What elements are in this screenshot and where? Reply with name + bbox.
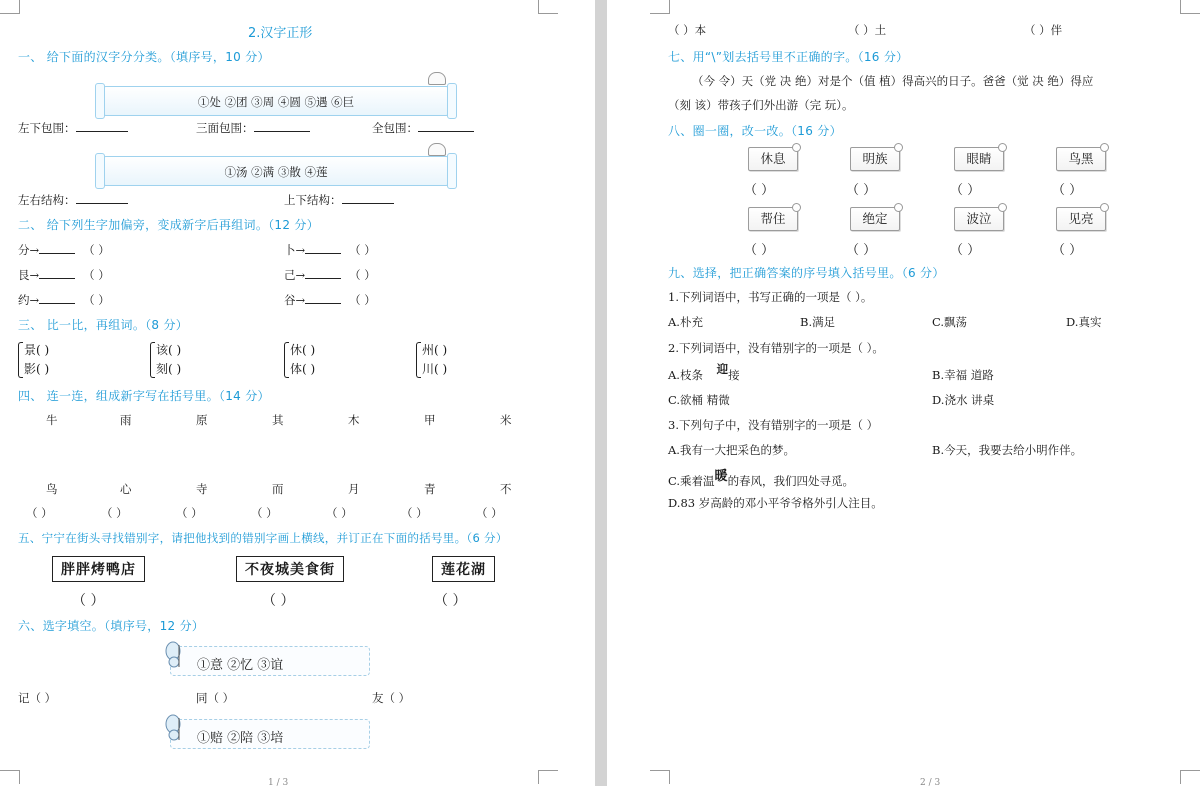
option-c[interactable] [668, 470, 854, 489]
choice-box-1-chars: ①意 ②忆 ③谊 [197, 658, 284, 673]
crop-mark [538, 770, 558, 784]
word-choice-box-1 [170, 646, 370, 676]
answer-line[interactable] [254, 131, 310, 132]
answer-paren[interactable]: （ ） [176, 506, 203, 520]
butterfly-icon [165, 641, 189, 669]
fill-blank[interactable]: 记（ ） [18, 691, 57, 705]
option-c[interactable]: C.飘荡 [932, 315, 968, 329]
radical-char: 约→ [18, 293, 40, 307]
option-d[interactable]: D.浇水 讲桌 [932, 393, 995, 407]
answer-paren[interactable]: （ ） [349, 268, 376, 282]
street-sign[interactable]: 不夜城美食街 [236, 556, 344, 582]
snail-icon [428, 143, 446, 156]
radical-item [284, 292, 376, 308]
option-a[interactable]: A.我有一大把采色的梦。 [668, 443, 795, 457]
page-footer: 1 / 3 [268, 778, 289, 786]
connect-bottom-char[interactable]: 不 [500, 482, 512, 496]
word-tag-text: 休息 [760, 151, 786, 166]
compare-group [18, 341, 49, 379]
word-tag[interactable] [954, 147, 1004, 171]
word-tag-text: 鸟黑 [1068, 151, 1094, 166]
section-6-heading [18, 617, 204, 634]
answer-line[interactable] [418, 131, 474, 132]
option-raised-char: 暖 [714, 469, 728, 484]
option-text: 的春风，我们四处寻觅。 [727, 474, 855, 488]
label-text: 全包围： [372, 121, 418, 135]
word-tag-text: 波泣 [966, 211, 992, 226]
answer-line[interactable] [305, 278, 341, 279]
connect-top-char[interactable]: 牛 [46, 413, 58, 427]
word-tag[interactable] [1056, 207, 1106, 231]
answer-line[interactable] [76, 131, 128, 132]
butterfly-icon [165, 714, 189, 742]
compare-group [416, 341, 447, 379]
street-sign[interactable]: 莲花湖 [432, 556, 495, 582]
answer-paren[interactable]: （ ） [434, 593, 467, 609]
scroll-2-chars: ①汤 ②满 ③散 ④莲 [224, 165, 328, 179]
page-1 [0, 0, 560, 786]
answer-line[interactable] [76, 203, 128, 204]
label-left-bottom [18, 120, 128, 136]
answer-paren[interactable]: （ ） [349, 243, 376, 257]
strike-sentence-line-1[interactable]: （今 令）天（党 决 绝）对是个（值 植）得高兴的日子。爸爸（觉 决 绝）得应 [692, 74, 1094, 88]
option-a[interactable]: A.朴充 [668, 315, 703, 329]
answer-paren[interactable]: （ ） [950, 243, 981, 258]
radical-char: 卜→ [284, 243, 306, 257]
connect-top-char[interactable]: 雨 [120, 413, 132, 427]
connect-top-char[interactable]: 原 [196, 413, 208, 427]
word-tag-text: 眼睛 [966, 151, 992, 166]
section-5-heading: 五、宁宁在街头寻找错别字，请把他找到的错别字画上横线，并订正在下面的括号里。（6 分） [18, 531, 508, 545]
connect-bottom-char[interactable]: 而 [272, 482, 284, 496]
scroll-curl [894, 143, 903, 152]
answer-paren[interactable]: （ ） [349, 293, 376, 307]
crop-mark [650, 770, 670, 784]
page-2 [610, 0, 1201, 786]
answer-line[interactable] [342, 203, 394, 204]
compare-top[interactable]: 州( ) [422, 343, 448, 357]
connect-top-char[interactable]: 木 [348, 413, 360, 427]
radical-item [18, 292, 110, 308]
fill-blank[interactable]: （ ）伴 [1024, 23, 1063, 37]
answer-paren[interactable]: （ ） [83, 243, 110, 257]
option-d[interactable]: D.真实 [1066, 315, 1102, 329]
scroll-curl [792, 203, 801, 212]
answer-paren[interactable]: （ ） [744, 183, 775, 198]
word-tag[interactable] [748, 207, 798, 231]
connect-bottom-char[interactable]: 青 [424, 482, 436, 496]
section-7-heading: 七、用“\”划去括号里不正确的字。（16 分） [668, 50, 909, 64]
label-three-side [196, 120, 310, 136]
answer-paren[interactable]: （ ） [326, 506, 353, 520]
connect-top-char[interactable]: 其 [272, 413, 284, 427]
compare-top[interactable]: 休( ) [290, 343, 316, 357]
option-d[interactable]: D.83 岁高龄的邓小平爷爷格外引人注目。 [668, 496, 883, 510]
option-a[interactable] [668, 362, 740, 383]
label-left-right [18, 192, 128, 208]
page-gutter [595, 0, 607, 786]
radical-char: 艮→ [18, 268, 40, 282]
question-3: 3.下列句子中，没有错别字的一项是（ ） [668, 418, 879, 432]
question-1: 1.下列词语中，书写正确的一项是（ ）。 [668, 290, 873, 304]
answer-paren[interactable]: （ ） [1052, 243, 1083, 258]
word-tag-text: 帮住 [760, 211, 786, 226]
scroll-curl [792, 143, 801, 152]
page-footer: 2 / 3 [920, 778, 941, 786]
word-tag-text: 绝定 [862, 211, 888, 226]
question-2: 2.下列词语中，没有错别字的一项是（ ）。 [668, 341, 884, 355]
fill-blank[interactable]: 同（ ） [196, 691, 235, 705]
answer-line[interactable] [305, 303, 341, 304]
option-text: A.枝条 [668, 368, 703, 382]
radical-item [18, 242, 110, 258]
brace-mark [150, 342, 155, 378]
scroll-curl [998, 143, 1007, 152]
radical-item [284, 242, 376, 258]
answer-paren[interactable]: （ ） [846, 243, 877, 258]
fill-blank[interactable]: 友（ ） [372, 691, 411, 705]
answer-paren[interactable]: （ ） [83, 293, 110, 307]
answer-paren[interactable]: （ ） [83, 268, 110, 282]
compare-bottom[interactable]: 体( ) [290, 362, 316, 376]
answer-paren[interactable]: （ ） [101, 506, 128, 520]
label-text: 左下包围： [18, 121, 76, 135]
option-b[interactable]: B.今天，我要去给小明作伴。 [932, 443, 1083, 457]
radical-char: 分→ [18, 243, 40, 257]
answer-paren[interactable]: （ ） [26, 506, 53, 520]
label-top-bottom [284, 192, 394, 208]
section-1-note: （填序号，10 分） [169, 50, 270, 64]
compare-bottom[interactable]: 川( ) [422, 362, 448, 376]
scroll-curl [1100, 203, 1109, 212]
compare-group [284, 341, 315, 379]
crop-mark [0, 0, 20, 14]
label-full-enclose [372, 120, 474, 136]
scroll-curl [1100, 143, 1109, 152]
connect-bottom-char[interactable]: 月 [348, 482, 360, 496]
answer-paren[interactable]: （ ） [744, 243, 775, 258]
option-b[interactable]: B.满足 [800, 315, 836, 329]
section-3-heading: 三、 比一比，再组词。（8 分） [18, 318, 189, 332]
compare-group [150, 341, 181, 379]
compare-bottom[interactable]: 影( ) [24, 362, 50, 376]
crop-mark [538, 0, 558, 14]
scroll-curl [998, 203, 1007, 212]
page-title: 2.汉字正形 [248, 26, 313, 41]
brace-mark [18, 342, 23, 378]
answer-line[interactable] [39, 303, 75, 304]
radical-char: 谷→ [284, 293, 306, 307]
crop-mark [0, 770, 20, 784]
fill-blank[interactable]: （ ）土 [848, 23, 887, 37]
crop-mark [1180, 770, 1200, 784]
label-text: 上下结构： [284, 193, 342, 207]
answer-line[interactable] [39, 253, 75, 254]
option-text: C.乘着温 [668, 474, 715, 488]
connect-bottom-char[interactable]: 寺 [196, 482, 208, 496]
word-tag[interactable] [748, 147, 798, 171]
section-9-heading: 九、选择，把正确答案的序号填入括号里。（6 分） [668, 266, 945, 280]
word-tag-text: 明族 [862, 151, 888, 166]
compare-top[interactable]: 景( ) [24, 343, 50, 357]
label-text: 左右结构： [18, 193, 76, 207]
answer-line[interactable] [305, 253, 341, 254]
radical-char: 己→ [284, 268, 306, 282]
word-tag[interactable] [850, 147, 900, 171]
scroll-curl [894, 203, 903, 212]
connect-bottom-char[interactable]: 鸟 [46, 482, 58, 496]
word-tag[interactable] [1056, 147, 1106, 171]
answer-paren[interactable]: （ ） [251, 506, 278, 520]
scroll-1-chars: ①处 ②团 ③周 ④圆 ⑤遇 ⑥巨 [197, 95, 355, 109]
section-6-heading-text: 六、选字填空。 [18, 619, 105, 633]
answer-paren[interactable]: （ ） [401, 506, 428, 520]
word-choice-box-2 [170, 719, 370, 749]
option-raised-char: 迎 [716, 362, 729, 376]
section-8-heading: 八、圈一圈，改一改。（16 分） [668, 124, 842, 138]
snail-icon [428, 72, 446, 85]
section-1-heading [18, 48, 270, 65]
brace-mark [284, 342, 289, 378]
answer-paren[interactable]: （ ） [950, 183, 981, 198]
connect-top-char[interactable]: 甲 [424, 413, 436, 427]
compare-top[interactable]: 该( ) [156, 343, 182, 357]
radical-item [284, 267, 376, 283]
word-tag[interactable] [954, 207, 1004, 231]
brace-mark [416, 342, 421, 378]
char-scroll-2 [100, 156, 452, 186]
char-scroll-1 [100, 86, 452, 116]
connect-top-char[interactable]: 米 [500, 413, 512, 427]
label-text: 三面包围： [196, 121, 254, 135]
section-6-note: （填序号，12 分） [104, 619, 205, 633]
option-b[interactable]: B.幸福 道路 [932, 368, 994, 382]
strike-sentence-line-2[interactable]: （刻 该）带孩子们外出游（完 玩）。 [668, 98, 854, 112]
option-c[interactable]: C.欲桶 精微 [668, 393, 730, 407]
section-1-heading-text: 一、 给下面的汉字分分类。 [18, 50, 170, 64]
section-4-heading: 四、 连一连，组成新字写在括号里。（14 分） [18, 389, 270, 403]
word-tag-text: 见亮 [1068, 211, 1094, 226]
crop-mark [1180, 0, 1200, 14]
street-sign[interactable]: 胖胖烤鸭店 [52, 556, 145, 582]
answer-line[interactable] [39, 278, 75, 279]
crop-mark [650, 0, 670, 14]
answer-paren[interactable]: （ ） [262, 593, 295, 609]
word-tag[interactable] [850, 207, 900, 231]
answer-paren[interactable]: （ ） [476, 506, 503, 520]
answer-paren[interactable]: （ ） [1052, 183, 1083, 198]
option-text: 接 [728, 368, 740, 382]
choice-box-2-chars: ①赔 ②陪 ③培 [197, 731, 284, 746]
answer-paren[interactable]: （ ） [846, 183, 877, 198]
radical-item [18, 267, 110, 283]
answer-paren[interactable]: （ ） [72, 593, 105, 609]
compare-bottom[interactable]: 刻( ) [156, 362, 182, 376]
connect-bottom-char[interactable]: 心 [120, 482, 132, 496]
section-2-heading: 二、 给下列生字加偏旁，变成新字后再组词。（12 分） [18, 218, 320, 232]
fill-blank[interactable]: （ ）本 [668, 23, 707, 37]
